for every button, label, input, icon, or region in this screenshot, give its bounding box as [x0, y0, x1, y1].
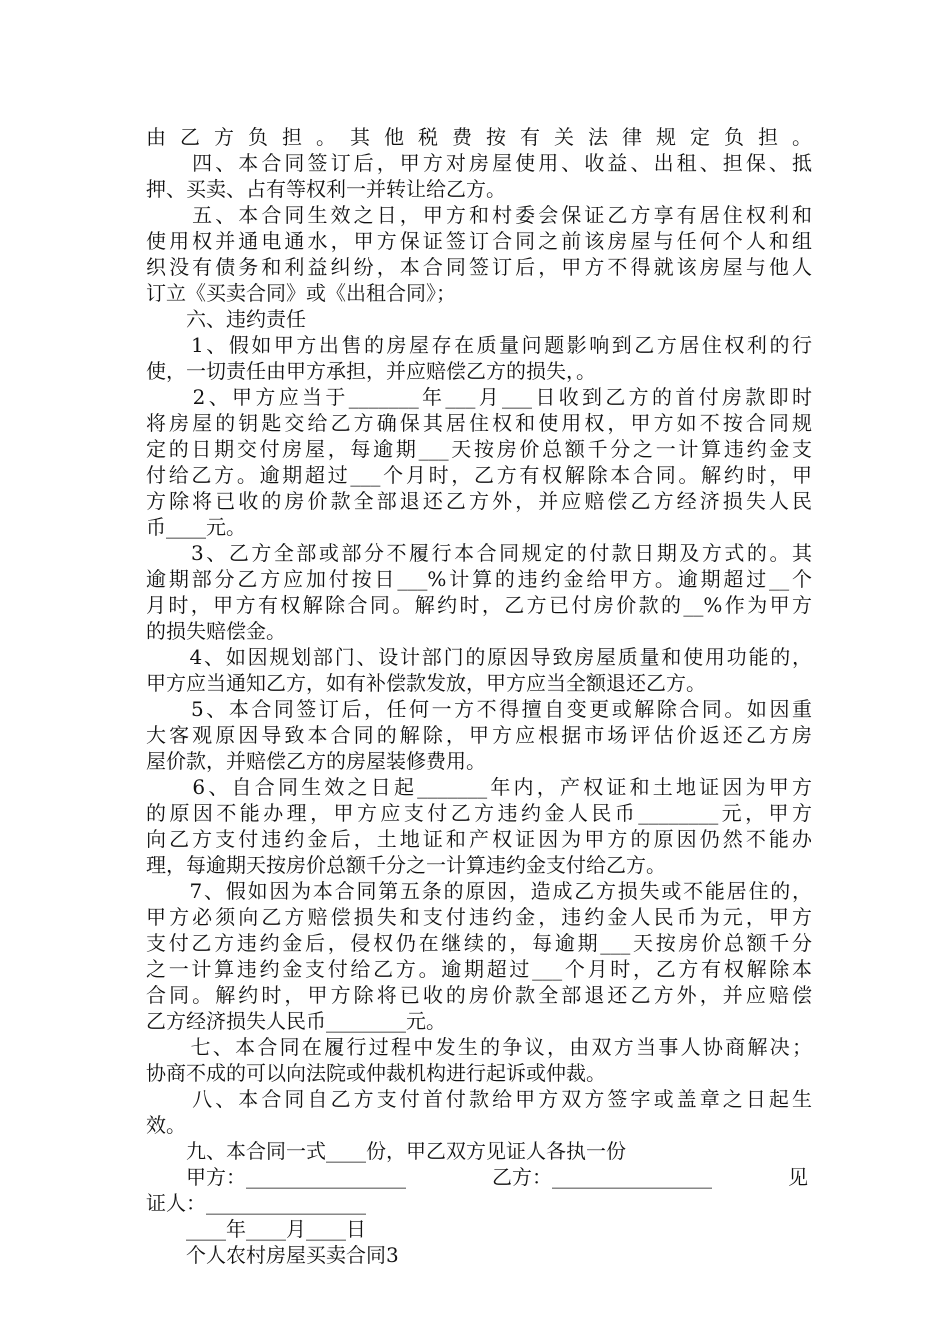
clause-4-line: 四、本合同签订后，甲方对房屋使用、收益、出租、担保、抵 [146, 151, 812, 175]
text-line: 付给乙方。逾期超过___个月时，乙方有权解除本合同。解约时，甲 [146, 463, 812, 487]
party-a-signature: 甲方：________________ [146, 1165, 406, 1189]
item-5-line: 5、本合同签订后，任何一方不得擅自变更或解除合同。如因重 [146, 697, 812, 721]
text-line: 的原因不能办理，甲方应支付乙方违约金人民币________元，甲方 [146, 801, 812, 825]
text-line: 使用权并通电通水，甲方保证签订合同之前该房屋与任何个人和组 [146, 229, 812, 253]
text-line: 之一计算违约金支付给乙方。逾期超过___个月时，乙方有权解除本 [146, 957, 812, 981]
text-line: 甲方必须向乙方赔偿损失和支付违约金，违约金人民币为元，甲方 [146, 905, 812, 929]
text-line: 甲方应当通知乙方，如有补偿款发放，甲方应当全额退还乙方。 [146, 671, 706, 695]
next-contract-title: 个人农村房屋买卖合同3 [146, 1243, 399, 1267]
clause-8-line: 八、本合同自乙方支付首付款给甲方双方签字或盖章之日起生 [146, 1087, 812, 1111]
signing-date: ____年____月____日 [146, 1217, 366, 1241]
text-line: 合同。解约时，甲方除将已收的房价款全部退还乙方外，并应赔偿 [146, 983, 812, 1007]
clause-9-line: 九、本合同一式____份，甲乙双方见证人各执一份 [146, 1139, 626, 1163]
signature-row [146, 1164, 812, 1190]
text-line: 屋价款，并赔偿乙方的房屋装修费用。 [146, 749, 486, 773]
contract-body [146, 124, 812, 1268]
text-line: 效。 [146, 1113, 186, 1137]
text-line: 大客观原因导致本合同的解除，甲方应根据市场评估价返还乙方房 [146, 723, 812, 747]
text-line: 定的日期交付房屋，每逾期___天按房价总额千分之一计算违约金支 [146, 437, 812, 461]
text-line: 织没有债务和利益纠纷，本合同签订后，甲方不得就该房屋与他人 [146, 255, 812, 279]
text-line: 月时，甲方有权解除合同。解约时，乙方已付房价款的__%作为甲方 [146, 593, 812, 617]
text-line: 方除将已收的房价款全部退还乙方外，并应赔偿乙方经济损失人民 [146, 489, 812, 513]
clause-7-line: 七、本合同在履行过程中发生的争议，由双方当事人协商解决； [146, 1035, 812, 1059]
text-line: 理，每逾期天按房价总额千分之一计算违约金支付给乙方。 [146, 853, 666, 877]
item-1-line: 1、假如甲方出售的房屋存在质量问题影响到乙方居住权利的行 [146, 333, 812, 357]
text-line: 支付乙方违约金后，侵权仍在继续的，每逾期___天按房价总额千分 [146, 931, 812, 955]
text-line: 使，一切责任由甲方承担，并应赔偿乙方的损失，。 [146, 359, 596, 383]
clause-5-line: 五、本合同生效之日，甲方和村委会保证乙方享有居住权利和 [146, 203, 812, 227]
text-line: 押、买卖、占有等权利一并转让给乙方。 [146, 177, 506, 201]
item-3-line: 3、乙方全部或部分不履行本合同规定的付款日期及方式的。其 [146, 541, 812, 565]
text-line: 协商不成的可以向法院或仲裁机构进行起诉或仲裁。 [146, 1061, 606, 1085]
item-7-line: 7、假如因为本合同第五条的原因，造成乙方损失或不能居住的， [146, 879, 812, 903]
text-line: 向乙方支付违约金后，土地证和产权证因为甲方的原因仍然不能办 [146, 827, 812, 851]
text-line: 乙方经济损失人民币________元。 [146, 1009, 446, 1033]
party-b-signature: 乙方：________________ [492, 1165, 712, 1189]
text-line: 逾期部分乙方应加付按日___%计算的违约金给甲方。逾期超过__个 [146, 567, 812, 591]
text-line: 币____元。 [146, 515, 246, 539]
item-2-line: 2、甲方应当于_______年___月___日收到乙方的首付房款即时 [146, 385, 812, 409]
text-line: 将房屋的钥匙交给乙方确保其居住权和使用权，甲方如不按合同规 [146, 411, 812, 435]
item-6-line: 6、自合同生效之日起_______年内，产权证和土地证因为甲方 [146, 775, 812, 799]
section-heading-breach: 六、违约责任 [146, 307, 306, 331]
text-line: 的损失赔偿金。 [146, 619, 286, 643]
witness-label-start: 见 [788, 1165, 808, 1189]
item-4-line: 4、如因规划部门、设计部门的原因导致房屋质量和使用功能的， [146, 645, 812, 669]
witness-signature: 证人：________________ [146, 1191, 366, 1215]
text-line: 订立《买卖合同》或《出租合同》； [146, 281, 456, 305]
text-line: 由乙方负担。其他税费按有关法律规定负担。 [146, 125, 812, 149]
